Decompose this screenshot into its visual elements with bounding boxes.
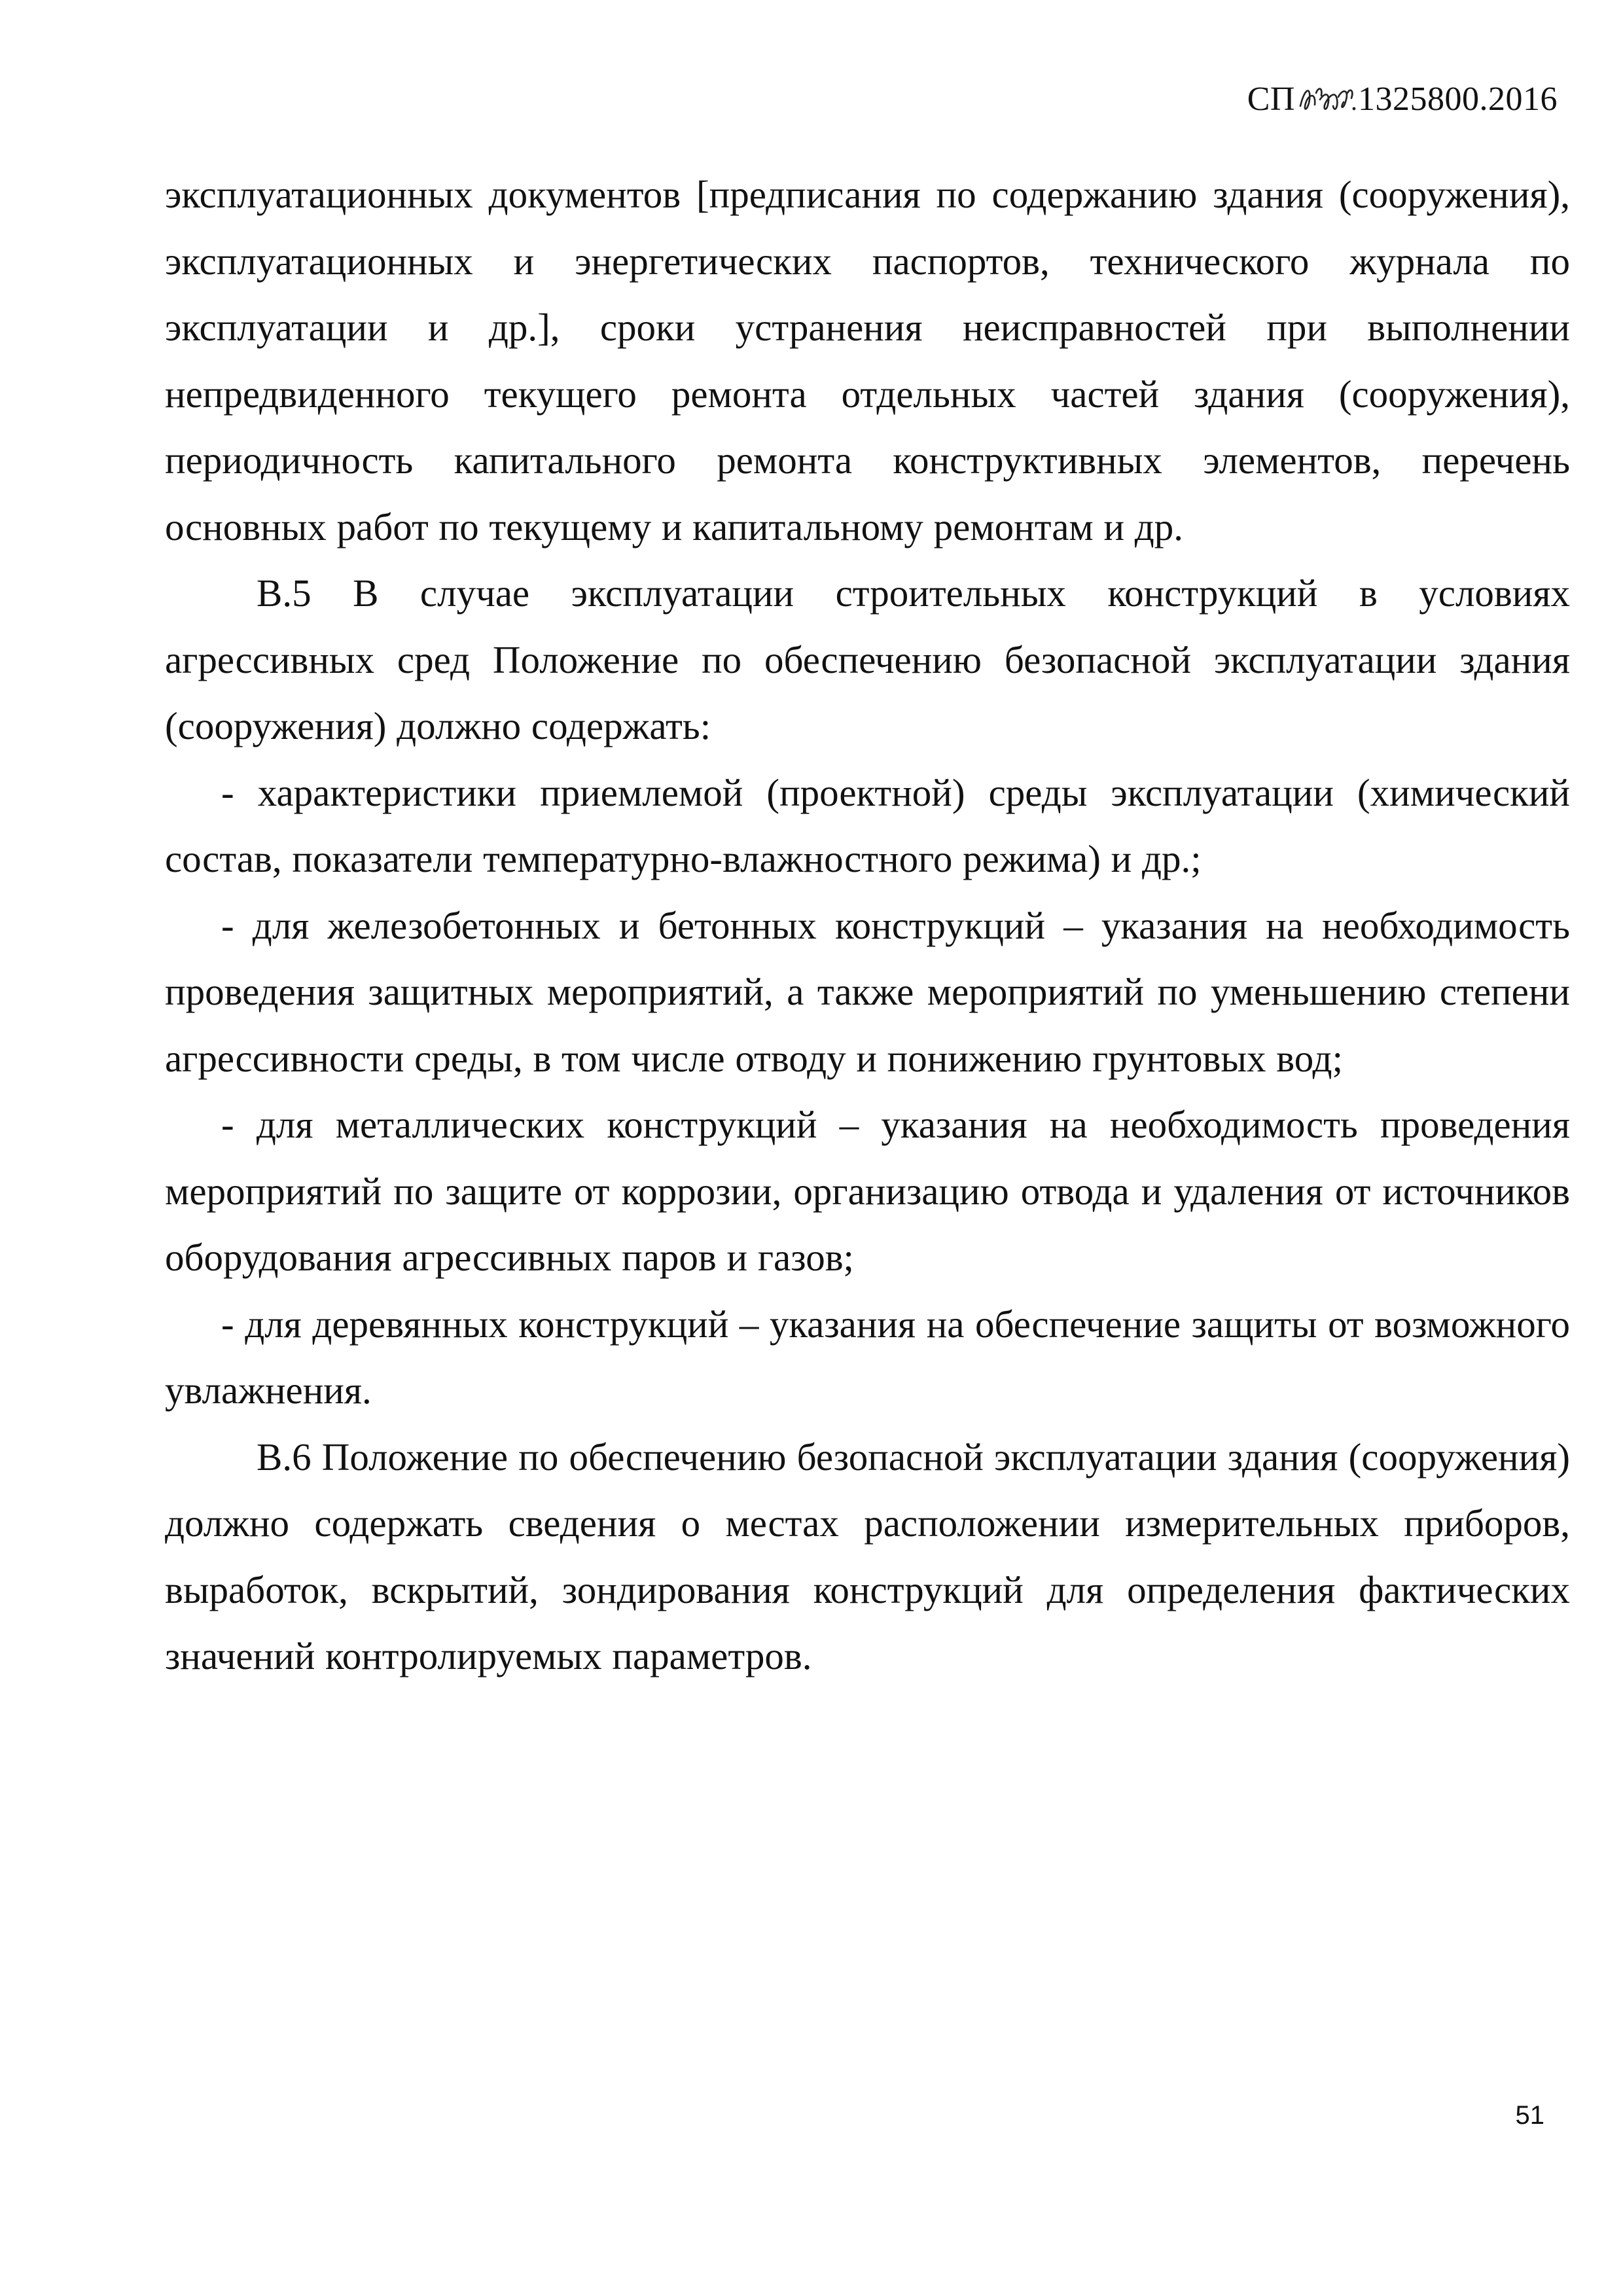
paragraph-continuation: эксплуатационных документов [предписания по содержанию здания (сооружения), эксплуатационных и энергетических паспортов, технического журнала по эксплуатации и др.], сроки устранения неисправностей при выполнении непредвиденного текущего ремонта отдельных частей здания (сооружения), периодичность капитального ремонта конструктивных элементов, перечень основных работ по текущему и капитальному ремонтам и др. [165,173,1570,548]
clause-b6: В.6 Положение по обеспечению безопасной эксплуатации здания (сооружения) должно содержать сведения о местах расположении измерительных приборов, выработок, вскрытий, зондирования конструкций для определения фактических значений контролируемых параметров. [165,1435,1570,1677]
list-item: - для железобетонных и бетонных конструкций – указания на необходимость проведения защитных мероприятий, а также мероприятий по уменьшению степени агрессивности среды, в том числе отводу и понижению грунтовых вод; [165,903,1570,1080]
page-number: 51 [1515,2101,1544,2130]
doc-number: 1325800.2016 [1358,81,1558,118]
doc-prefix: СП [1247,81,1295,118]
clause-b5: В.5 В случае эксплуатации строительных конструкций в условиях агрессивных сред Положение по обеспечению безопасной эксплуатации здания (сооружения) должно содержать: [165,571,1570,747]
list-item: - для металлических конструкций – указания на необходимость проведения мероприятий по защите от коррозии, организацию отвода и удаления от источников оборудования агрессивных паров и газов; [165,1103,1570,1279]
list-item: - характеристики приемлемой (проектной) среды эксплуатации (химический состав, показатели температурно-влажностного режима) и др.; [165,770,1570,880]
document-body [165,162,1570,1690]
list-item: - для деревянных конструкций – указания на обеспечение защиты от возможного увлажнения. [165,1302,1570,1412]
handwritten-signature-icon [1296,80,1357,117]
document-header [1247,80,1558,117]
